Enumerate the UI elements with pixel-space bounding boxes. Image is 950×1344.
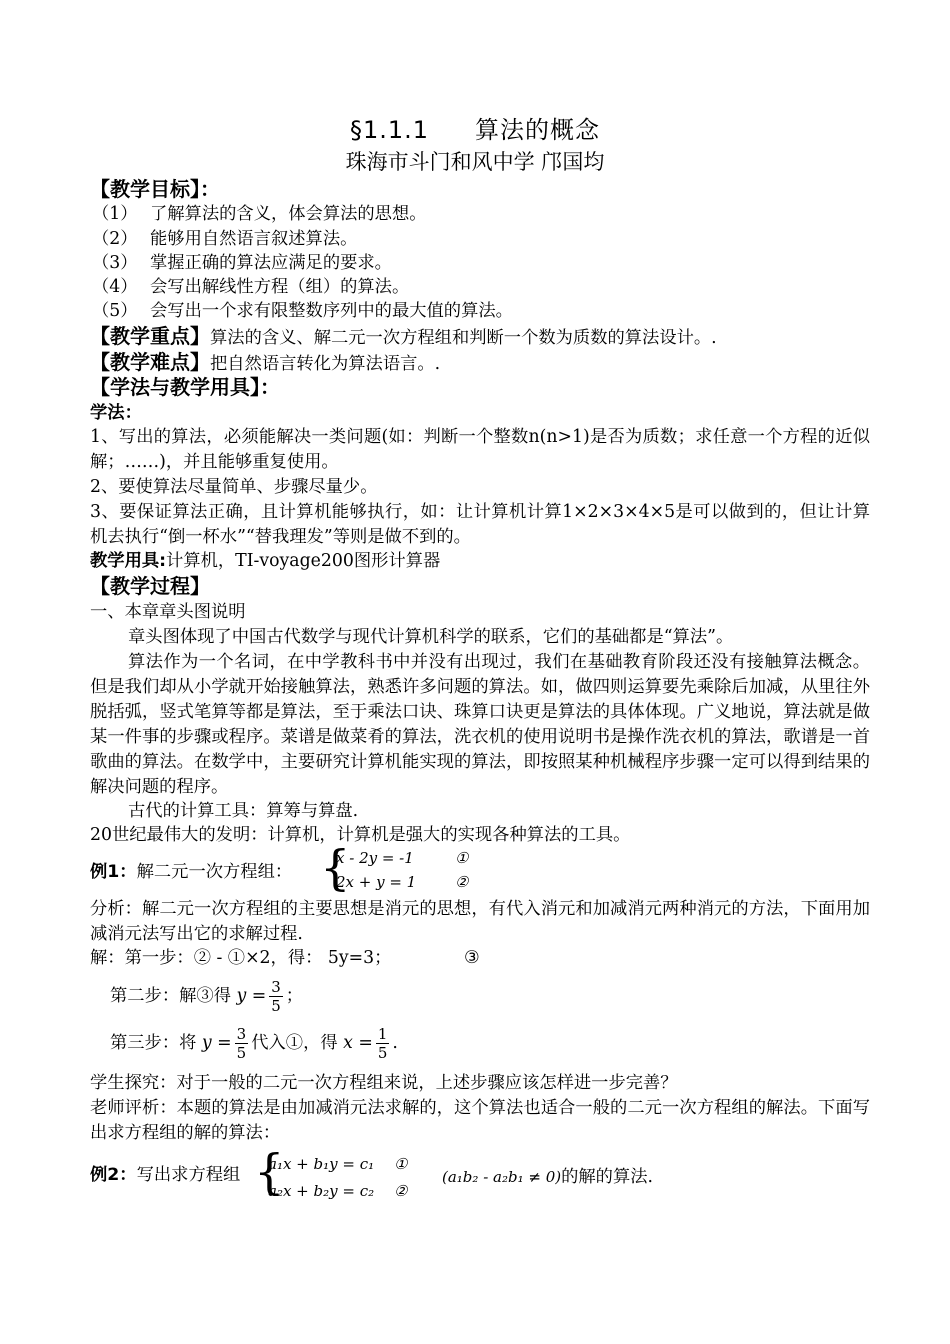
- fraction-denominator: 5: [271, 997, 281, 1015]
- goal-text: 会写出一个求有限整数序列中的最大值的算法。: [150, 301, 513, 321]
- goal-text: 掌握正确的算法应满足的要求。: [150, 253, 392, 273]
- teacher-comment: 老师评析：本题的算法是由加减消元法求解的，这个算法也适合一般的二元一次方程组的解法。下面写出求方程组的解的算法：: [90, 1098, 870, 1143]
- goal-num: （1）: [92, 204, 138, 224]
- example-1-text: 解二元一次方程组：: [136, 862, 293, 882]
- fraction-numerator: 1: [377, 1025, 388, 1043]
- goal-item-2: [92, 227, 872, 252]
- step-3-fraction-x: [376, 1025, 390, 1062]
- page-title: [0, 110, 950, 145]
- equation-1-marker: ①: [455, 849, 469, 867]
- goal-num: （5）: [92, 301, 138, 321]
- process-para-1: 章头图体现了中国古代数学与现代计算机科学的联系，它们的基础都是“算法”。: [128, 627, 734, 647]
- fraction-numerator: 3: [271, 978, 281, 996]
- step-3: [110, 1025, 890, 1062]
- system-equation-2: a₂x + b₂y = c₂: [268, 1182, 375, 1200]
- process-subheading: 一、本章章头图说明: [90, 602, 246, 622]
- system-equation-1-marker: ①: [394, 1155, 408, 1173]
- step-3-mid: 代入①，得: [251, 1033, 338, 1053]
- step-2-fraction: [269, 978, 283, 1015]
- process-para-3: 古代的计算工具：算筹与算盘.: [128, 801, 359, 821]
- methods-heading: 【学法与教学用具】：: [90, 375, 280, 399]
- step-3-text: 第三步：将: [110, 1033, 197, 1053]
- goal-item-4: [92, 275, 872, 300]
- student-explore: 学生探究：对于一般的二元一次方程组来说，上述步骤应该怎样进一步完善？: [90, 1073, 678, 1093]
- step-3-var: y =: [201, 1033, 232, 1053]
- difficulty: [90, 350, 870, 377]
- example-2-label: 例2：: [90, 1165, 137, 1185]
- step-3-fraction: [235, 1025, 249, 1062]
- equation-2: 2x + y = 1: [336, 873, 417, 891]
- goal-item-3: [92, 251, 872, 276]
- key-point: [90, 324, 870, 351]
- step-3-post: .: [392, 1033, 398, 1053]
- tools-line: [90, 549, 870, 574]
- difficulty-text: 把自然语言转化为算法语言。.: [210, 354, 441, 374]
- equation-1: x - 2y = -1: [336, 849, 414, 867]
- goal-text: 能够用自然语言叙述算法。: [150, 229, 358, 249]
- example-1-label: 例1：: [90, 862, 137, 882]
- system-equation-2-marker: ②: [394, 1182, 408, 1200]
- fraction-numerator: 3: [236, 1025, 247, 1043]
- study-point-1: 1、写出的算法，必须能解决一类问题(如：判断一个整数n(n>1)是否为质数；求任意一个方程的近似解；……)，并且能够重复使用。: [90, 427, 870, 472]
- goal-text: 会写出解线性方程（组）的算法。: [150, 277, 410, 297]
- tools-label: 教学用具:: [90, 551, 167, 571]
- key-point-text: 算法的含义、解二元一次方程组和判断一个数为质数的算法设计。.: [210, 328, 717, 348]
- analysis-text: 分析：解二元一次方程组的主要思想是消元的思想，有代入消元和加减消元两种消元的方法，下面用加减消元法写出它的求解过程.: [90, 899, 870, 944]
- step-1-text: 解：第一步：② - ①×2，得： 5y=3；: [90, 948, 392, 968]
- step-1: [90, 946, 870, 971]
- step-1-marker: ③: [464, 948, 480, 968]
- equation-brace: {: [254, 1144, 285, 1200]
- goal-item-1: [92, 202, 872, 227]
- example-2-text: 写出求方程组: [136, 1165, 241, 1185]
- author-line: 珠海市斗门和风中学 邝国均: [345, 150, 605, 174]
- step-2-var: y =: [236, 986, 267, 1006]
- goals-heading: 【教学目标】：: [90, 177, 220, 201]
- study-label: 学法：: [90, 403, 142, 423]
- tools-text: 计算机，TI-voyage200图形计算器: [166, 551, 441, 571]
- process-heading: 【教学过程】: [90, 574, 210, 598]
- step-2-post: ；: [285, 986, 304, 1006]
- key-point-label: 【教学重点】: [90, 324, 210, 348]
- goal-text: 了解算法的含义，体会算法的思想。: [150, 204, 427, 224]
- goal-item-5: [92, 299, 872, 324]
- equation-2-marker: ②: [455, 873, 469, 891]
- goal-num: （4）: [92, 277, 138, 297]
- difficulty-label: 【教学难点】: [90, 350, 210, 374]
- determinant-condition: (a₁b₂ - a₂b₁ ≠ 0): [442, 1168, 562, 1186]
- study-point-3: 3、要保证算法正确，且计算机能够执行，如：让计算机计算1×2×3×4×5是可以做到的，但让计算机去执行“倒一杯水”“替我理发”等则是做不到的。: [90, 502, 870, 547]
- fraction-denominator: 5: [236, 1044, 247, 1062]
- process-para-2: 算法作为一个名词，在中学教科书中并没有出现过，我们在基础教育阶段还没有接触算法概念。但是我们却从小学就开始接触算法，熟悉许多问题的算法。如，做四则运算要先乘除后加减，从里往外脱括弧，竖式笔算等都是算法，至于乘法口诀、珠算口诀更是算法的具体体现。广义地说，算法就是做某一件事的步骤或程序。菜谱是做菜肴的算法，洗衣机的使用说明书是操作洗衣机的算法，歌谱是一首歌曲的算法。在数学中，主要研究计算机能实现的算法，即按照某种机械程序步骤一定可以得到结果的解决问题的程序。: [90, 652, 870, 797]
- example-2-post: 的解的算法.: [561, 1167, 654, 1187]
- system-equation-1: a₁x + b₁y = c₁: [268, 1155, 375, 1173]
- section-number: §1.1.1: [349, 116, 430, 144]
- title-text: 算法的概念: [475, 116, 601, 144]
- study-point-2: 2、要使算法尽量简单、步骤尽量少。: [90, 477, 378, 497]
- example-1-line: [90, 860, 870, 885]
- step-2: [110, 978, 890, 1015]
- step-2-text: 第二步：解③得: [110, 986, 231, 1006]
- equation-brace: {: [320, 840, 351, 896]
- goal-num: （3）: [92, 253, 138, 273]
- fraction-denominator: 5: [377, 1044, 388, 1062]
- step-3-var-x: x =: [343, 1033, 373, 1053]
- goal-num: （2）: [92, 229, 138, 249]
- example-2-condition-line: [442, 1165, 862, 1190]
- process-para-4: 20世纪最伟大的发明：计算机，计算机是强大的实现各种算法的工具。: [90, 825, 631, 845]
